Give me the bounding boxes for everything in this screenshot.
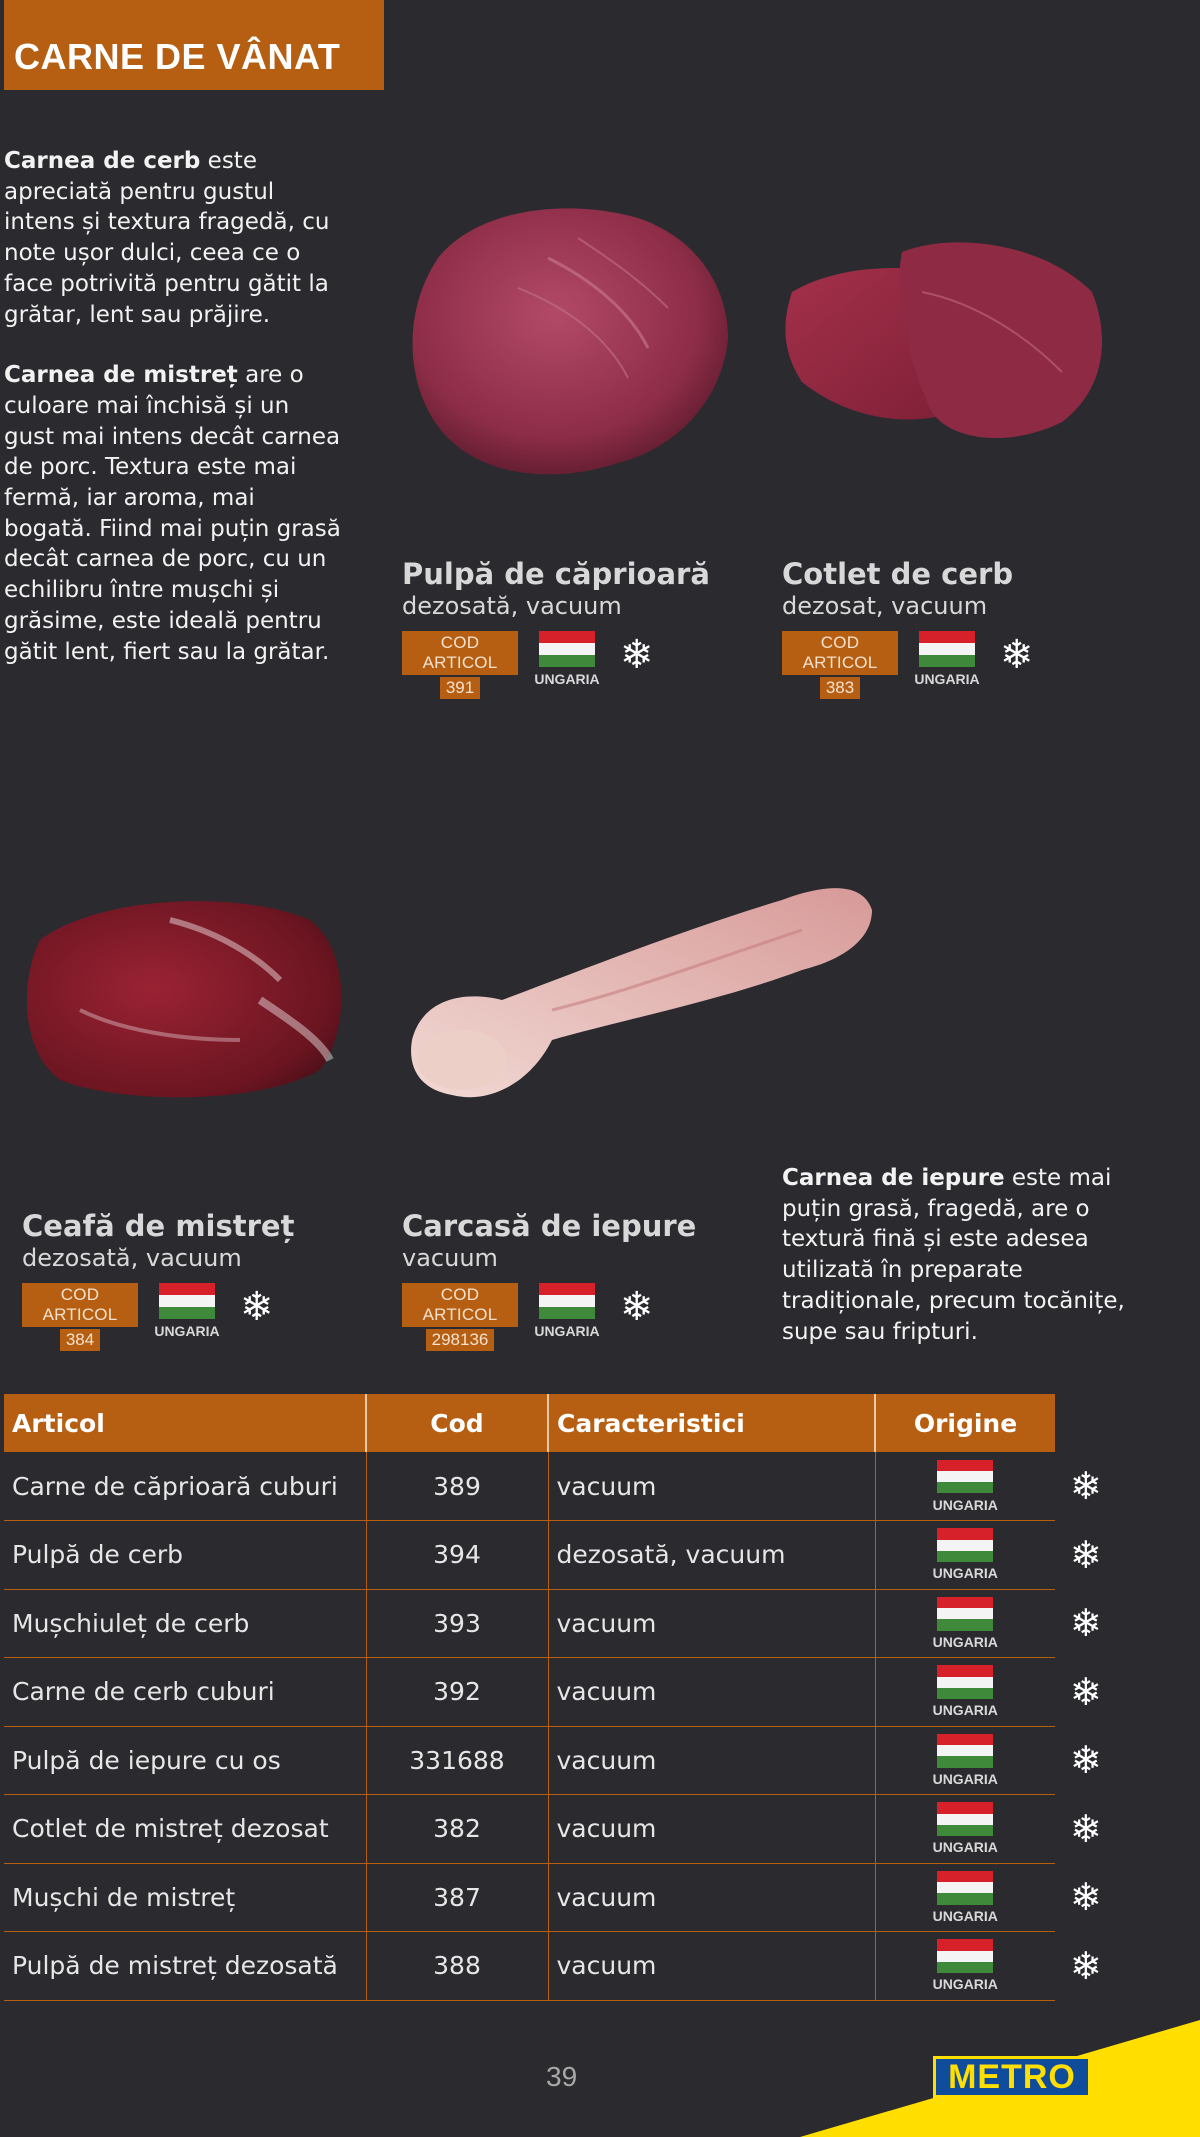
- articles-table: [4, 1394, 1055, 2001]
- hungary-flag-icon: [937, 1802, 993, 1836]
- cell-articol: Mușchiuleț de cerb: [4, 1589, 366, 1658]
- cell-cod: 392: [366, 1658, 548, 1727]
- snowflake-icon: ❄: [1070, 1670, 1102, 1714]
- hungary-flag-icon: [937, 1939, 993, 1973]
- origin-flag: UNGARIA: [532, 1283, 602, 1339]
- snowflake-icon: ❄: [1070, 1875, 1102, 1919]
- product-name: Ceafă de mistreț: [22, 1209, 295, 1243]
- cell-caracteristici: vacuum: [548, 1932, 875, 2001]
- product-name: Cotlet de cerb: [782, 557, 1014, 591]
- product-card-cotlet-cerb: [782, 557, 1142, 697]
- table-row: [4, 1521, 1055, 1590]
- snowflake-icon: ❄: [1070, 1601, 1102, 1645]
- product-badges: [402, 1283, 762, 1349]
- cod-articol-badge: COD ARTICOL 391: [402, 631, 518, 699]
- snowflake-icon: ❄: [1070, 1533, 1102, 1577]
- cell-cod: 393: [366, 1589, 548, 1658]
- header-articol: Articol: [4, 1394, 366, 1452]
- hungary-flag-icon: [937, 1665, 993, 1699]
- cell-cod: 387: [366, 1863, 548, 1932]
- product-card-ceafa-mistret: [22, 1209, 382, 1349]
- page-number: 39: [546, 2061, 578, 2092]
- cell-articol: Mușchi de mistreț: [4, 1863, 366, 1932]
- product-desc: dezosată, vacuum: [22, 1244, 242, 1272]
- iepure-description: Carnea de iepure este mai puțin grasă, fragedă, are o textură fină și este adesea utilizată în preparate tradiționale, precum tocănițe, supe sau fripturi.: [782, 1165, 1125, 1345]
- table-row: [4, 1726, 1055, 1795]
- cod-articol-badge: COD ARTICOL 298136: [402, 1283, 518, 1351]
- cell-cod: 394: [366, 1521, 548, 1590]
- cell-articol: Carne de căprioară cuburi: [4, 1452, 366, 1521]
- cell-articol: Pulpă de cerb: [4, 1521, 366, 1590]
- cell-origine: UNGARIA: [875, 1658, 1055, 1727]
- product-badges: [22, 1283, 382, 1349]
- cell-origine: UNGARIA: [875, 1452, 1055, 1521]
- cell-cod: 388: [366, 1932, 548, 2001]
- origin-flag: UNGARIA: [532, 631, 602, 687]
- hungary-flag-icon: [937, 1871, 993, 1905]
- product-desc: dezosat, vacuum: [782, 592, 988, 620]
- hungary-flag-icon: [159, 1283, 215, 1319]
- intro-text: [4, 146, 344, 697]
- cotlet-cerb-image: [782, 232, 1110, 456]
- carcasa-iepure-image: [402, 870, 874, 1110]
- product-name: Pulpă de căprioară: [402, 557, 710, 591]
- header-cod: Cod: [366, 1394, 548, 1452]
- cell-origine: UNGARIA: [875, 1726, 1055, 1795]
- snowflake-icon: ❄: [1070, 1464, 1102, 1508]
- hungary-flag-icon: [937, 1528, 993, 1562]
- cell-origine: UNGARIA: [875, 1863, 1055, 1932]
- product-name: Carcasă de iepure: [402, 1209, 697, 1243]
- table-row: [4, 1863, 1055, 1932]
- pulpa-caprioara-image: [398, 198, 734, 490]
- header-origine: Origine: [875, 1394, 1055, 1452]
- snowflake-icon: ❄: [1070, 1738, 1102, 1782]
- hungary-flag-icon: [539, 631, 595, 667]
- snowflake-icon: ❄: [240, 1284, 274, 1330]
- hungary-flag-icon: [539, 1283, 595, 1319]
- cell-cod: 382: [366, 1795, 548, 1864]
- table-row: [4, 1452, 1055, 1521]
- snowflake-icon: ❄: [1070, 1944, 1102, 1988]
- section-title-box: [4, 0, 384, 90]
- cell-cod: 331688: [366, 1726, 548, 1795]
- snowflake-icon: ❄: [620, 632, 654, 678]
- product-desc: dezosată, vacuum: [402, 592, 622, 620]
- cell-origine: UNGARIA: [875, 1795, 1055, 1864]
- product-badges: [782, 631, 1142, 697]
- cell-caracteristici: vacuum: [548, 1589, 875, 1658]
- cell-articol: Pulpă de iepure cu os: [4, 1726, 366, 1795]
- intro-paragraph-mistret: Carnea de mistreț are o culoare mai închisă și un gust mai intens decât carnea de porc. Textura este mai fermă, iar aroma, mai bogată. Fiind mai puțin grasă decât carnea de porc, cu un echilibru între mușchi și grăsime, este ideală pentru gătit lent, fiert sau la grătar.: [4, 362, 341, 665]
- hungary-flag-icon: [937, 1734, 993, 1768]
- ceafa-mistret-image: [20, 890, 350, 1104]
- product-badges: [402, 631, 762, 697]
- cell-origine: UNGARIA: [875, 1521, 1055, 1590]
- cell-caracteristici: vacuum: [548, 1795, 875, 1864]
- origin-flag: UNGARIA: [912, 631, 982, 687]
- hungary-flag-icon: [919, 631, 975, 667]
- snowflake-icon: ❄: [620, 1284, 654, 1330]
- product-card-pulpa-caprioara: [402, 557, 762, 697]
- header-caracteristici: Caracteristici: [548, 1394, 875, 1452]
- cell-cod: 389: [366, 1452, 548, 1521]
- origin-flag: UNGARIA: [152, 1283, 222, 1339]
- table-row: [4, 1658, 1055, 1727]
- product-card-carcasa-iepure: [402, 1209, 762, 1349]
- table-header-row: [4, 1394, 1055, 1452]
- intro-paragraph-cerb: Carnea de cerb este apreciată pentru gustul intens și textura fragedă, cu note ușor dulci, ceea ce o face potrivită pentru gătit la grătar, lent sau prăjire.: [4, 148, 330, 328]
- cod-articol-badge: COD ARTICOL 384: [22, 1283, 138, 1351]
- cell-articol: Pulpă de mistreț dezosată: [4, 1932, 366, 2001]
- snowflake-icon: ❄: [1000, 632, 1034, 678]
- cell-caracteristici: vacuum: [548, 1452, 875, 1521]
- cell-origine: UNGARIA: [875, 1589, 1055, 1658]
- cell-articol: Carne de cerb cuburi: [4, 1658, 366, 1727]
- cell-caracteristici: vacuum: [548, 1863, 875, 1932]
- hungary-flag-icon: [937, 1460, 993, 1494]
- cell-origine: UNGARIA: [875, 1932, 1055, 2001]
- table-row: [4, 1795, 1055, 1864]
- cell-caracteristici: vacuum: [548, 1658, 875, 1727]
- cell-articol: Cotlet de mistreț dezosat: [4, 1795, 366, 1864]
- table-row: [4, 1932, 1055, 2001]
- snowflake-icon: ❄: [1070, 1807, 1102, 1851]
- product-desc: vacuum: [402, 1244, 498, 1272]
- hungary-flag-icon: [937, 1597, 993, 1631]
- page-title: CARNE DE VÂNAT: [14, 36, 341, 77]
- cell-caracteristici: dezosată, vacuum: [548, 1521, 875, 1590]
- metro-logo: METRO: [933, 2056, 1091, 2098]
- table-row: [4, 1589, 1055, 1658]
- cod-articol-badge: COD ARTICOL 383: [782, 631, 898, 699]
- cell-caracteristici: vacuum: [548, 1726, 875, 1795]
